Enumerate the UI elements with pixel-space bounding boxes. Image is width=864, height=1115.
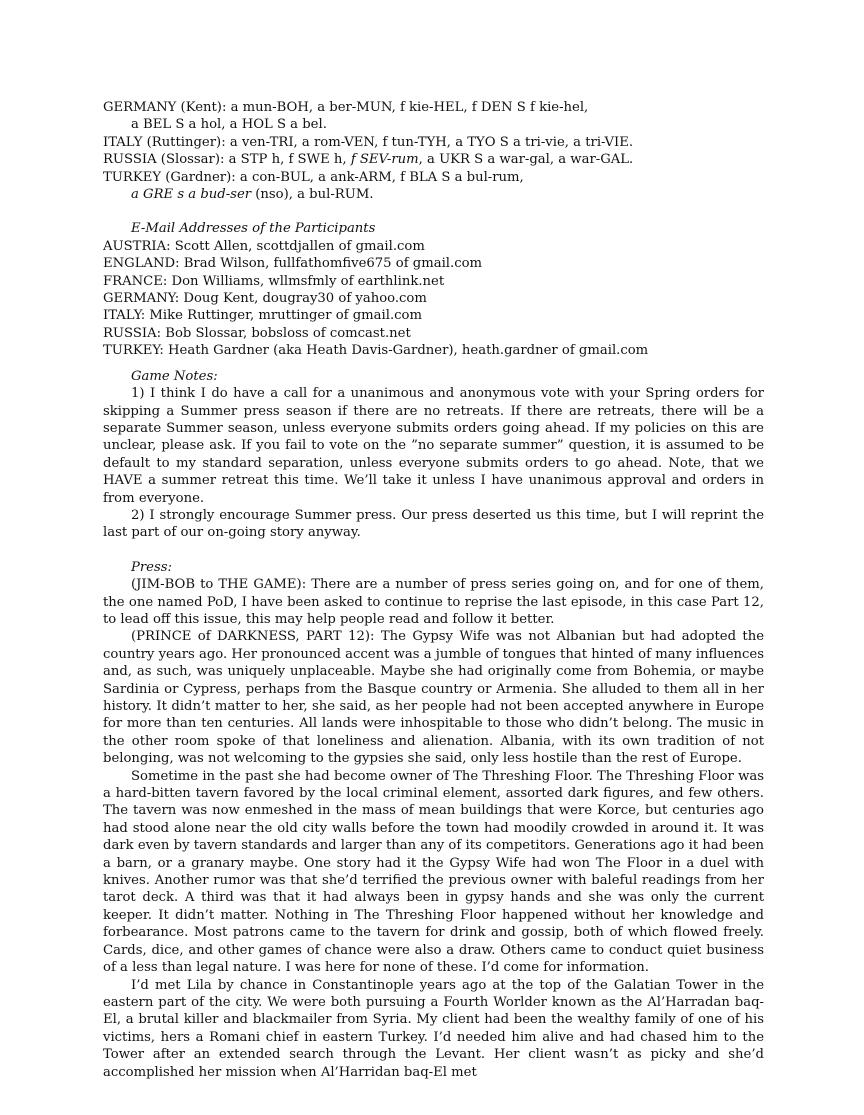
note-paragraph: 1) I think I do have a call for a unanimous and anonymous vote with your Spring orders for skipping a Summer press season if there are no retreats. If there are retreats, there will be a separate Summer season, unless everyone submits orders going ahead. If my policies on this are unclear, please ask. If you fail to vote on the ”no separate summer” question, it is assumed to be default to my standard separation, unless everyone submits orders to go ahead. Note, that we HAVE a summer retreat this time. We’ll take it unless I have unanimous approval and orders in from everyone. <box>103 386 764 506</box>
notes-heading: Game Notes: <box>131 368 218 384</box>
email-turkey: TURKEY: Heath Gardner (aka Heath Davis-Gardner), heath.gardner of gmail.com <box>103 343 649 359</box>
press-paragraph: I’d met Lila by chance in Constantinople years ago at the top of the Galatian Tower in the eastern part of the city. We were both pursuing a Fourth Worlder known as the Al’Harradan baq-El, a brutal killer and blackmailer from Syria. My client had been the wealthy family of one of his victims, hers a Romani chief in eastern Turkey. I’d needed him alive and had chased him to the Tower after an extended search through the Levant. Her client wasn’t as picky and she’d accomplished her mission when Al’Harridan baq-El met <box>103 977 764 1080</box>
email-heading: E-Mail Addresses of the Participants <box>131 221 376 237</box>
emails-block <box>103 220 764 359</box>
orders-block <box>103 99 764 203</box>
email-austria: AUSTRIA: Scott Allen, scottdjallen of gmail.com <box>103 238 425 254</box>
press-paragraph: Sometime in the past she had become owner of The Threshing Floor. The Threshing Floor was a hard-bitten tavern favored by the local criminal element, assorted dark figures, and few others. The tavern was now enmeshed in the mass of mean buildings that were Korce, but centuries ago had stood alone near the old city walls before the town had moodily crowded in around it. It was dark even by tavern standards and larger than any of its competitors. Generations ago it had been a barn, or a granary maybe. One story had it the Gypsy Wife had won The Floor in a duel with knives. Another rumor was that she’d terrified the previous owner with baleful readings from her tarot deck. A third was that it had always been in gypsy hands and she was only the current keeper. It didn’t matter. Nothing in The Threshing Floor happened without her knowledge and forbearance. Most patrons came to the tavern for drink and gossip, both of which flowed freely. Cards, dice, and other games of chance were also a draw. Others came to conduct quiet business of a less than legal nature. I was here for none of these. I’d come for information. <box>103 768 764 976</box>
order-germany-cont: a BEL S a hol, a HOL S a bel. <box>131 117 327 133</box>
email-england: ENGLAND: Brad Wilson, fullfathomfive675 of gmail.com <box>103 256 483 272</box>
order-turkey-post: (nso), a bul-RUM. <box>251 187 374 203</box>
order-germany: GERMANY (Kent): a mun-BOH, a ber-MUN, f kie-HEL, f DEN S f kie-hel, <box>103 100 589 115</box>
email-italy: ITALY: Mike Ruttinger, mruttinger of gmail.com <box>103 308 422 324</box>
press-block <box>103 559 764 1081</box>
notes-block <box>103 368 764 542</box>
email-france: FRANCE: Don Williams, wllmsfmly of earthlink.net <box>103 273 445 289</box>
note-paragraph: 2) I strongly encourage Summer press. Our press deserted us this time, but I will reprint the last part of our on-going story anyway. <box>103 507 764 541</box>
order-turkey-cont <box>103 186 764 203</box>
email-russia: RUSSIA: Bob Slossar, bobsloss of comcast.net <box>103 325 411 341</box>
order-russia-pre: RUSSIA (Slossar): a STP h, f SWE h, <box>103 152 351 168</box>
order-russia <box>103 151 764 168</box>
order-italy: ITALY (Ruttinger): a ven-TRI, a rom-VEN, f tun-TYH, a TYO S a tri-vie, a tri-VIE. <box>103 134 634 150</box>
order-turkey: TURKEY (Gardner): a con-BUL, a ank-ARM, f BLA S a bul-rum, <box>103 169 524 185</box>
press-heading: Press: <box>131 559 172 575</box>
order-russia-post: , a UKR S a war-gal, a war-GAL. <box>418 152 634 168</box>
document-page <box>103 99 764 1081</box>
order-turkey-italic: a GRE s a bud-ser <box>131 187 252 203</box>
email-germany: GERMANY: Doug Kent, dougray30 of yahoo.com <box>103 291 427 307</box>
press-paragraph: (JIM-BOB to THE GAME): There are a number of press series going on, and for one of them, the one named PoD, I have been asked to continue to reprise the last episode, in this case Part 12, to lead off this issue, this may help people read and follow it better. <box>103 577 764 627</box>
order-russia-italic: f SEV-rum <box>350 152 419 168</box>
press-paragraph: (PRINCE of DARKNESS, PART 12): The Gypsy Wife was not Albanian but had adopted the country years ago. Her pronounced accent was a jumble of tongues that hinted of many influences and, as such, was uniquely unplaceable. Maybe she had originally come from Bohemia, or maybe Sardinia or Cypress, perhaps from the Basque country or Armenia. She alluded to them all in her history. It didn’t matter to her, she said, as her people had not been accepted anywhere in Europe for more than ten centuries. All lands were inhospitable to those who didn’t belong. The music in the other room spoke of that loneliness and alienation. Albania, with its own tradition of not belonging, was not welcoming to the gypsies she said, only less hostile than the rest of Europe. <box>103 629 764 767</box>
